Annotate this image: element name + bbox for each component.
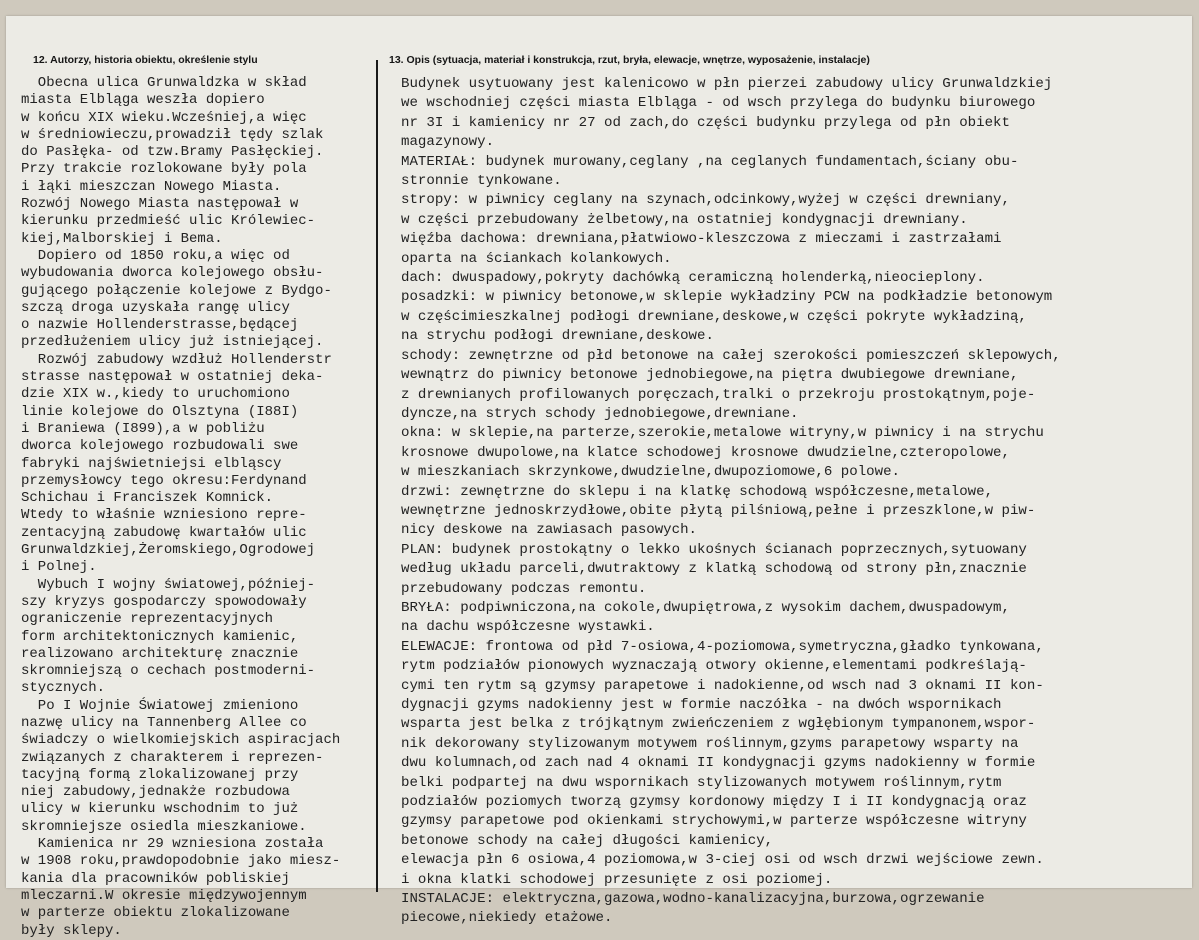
text-line: belki podpartej na dwu wspornikach stylizowanych motywem roślinnym,rytm (401, 774, 1002, 791)
text-line: form architektonicznych kamienic, (21, 628, 299, 645)
text-line: kiej,Malborskiej i Bema. (21, 230, 223, 247)
text-line: w końcu XIX wieku.Wcześniej,a więc (21, 109, 307, 126)
text-line: w 1908 roku,prawdopodobnie jako miesz- (21, 853, 341, 870)
text-line: przedłużeniem ulicy już istniejącej. (21, 334, 324, 351)
text-line: INSTALACJE: elektryczna,gazowa,wodno-kanalizacyjna,burzowa,ogrzewanie (401, 891, 985, 908)
text-line: gującego połączenie kolejowe z Bydgo- (21, 282, 332, 299)
text-line: posadzki: w piwnicy betonowe,w sklepie wykładziny PCW na podkładzie betonowym (401, 289, 1053, 306)
text-line: więźba dachowa: drewniana,płatwiowo-kleszczowa z mieczami i zastrzałami (401, 231, 1002, 248)
text-line: stropy: w piwnicy ceglany na szynach,odcinkowy,wyżej w części drewniany, (401, 192, 1010, 209)
text-line: wybudowania dworca kolejowego obsłu- (21, 265, 324, 282)
text-line: dwu kolumnach,od zach nad 4 oknami II kondygnacji gzyms nadokienny w formie (401, 755, 1036, 772)
text-line: Schichau i Franciszek Komnick. (21, 490, 274, 507)
text-line: kierunku przedmieść ulic Królewiec- (21, 213, 316, 230)
section-13-heading: 13. Opis (sytuacja, materiał i konstrukcja, rzut, bryła, elewacje, wnętrze, wyposażenie, instalacje) (389, 54, 870, 66)
text-line: magazynowy. (401, 134, 495, 151)
text-line: krosnowe dwupolowe,na klatce schodowej krosnowe dwudzielne,czteropolowe, (401, 444, 1010, 461)
text-line: szczą droga uzyskała rangę ulicy (21, 299, 290, 316)
text-line: związanych z charakterem i reprezen- (21, 749, 324, 766)
text-line: i łąki mieszczan Nowego Miasta. (21, 178, 282, 195)
text-line: stronnie tynkowane. (401, 173, 562, 190)
text-line: i Braniewa (I899),a w pobliżu (21, 420, 265, 437)
text-line: dworca kolejowego rozbudowali swe (21, 438, 299, 455)
text-line: miasta Elbląga weszła dopiero (21, 92, 265, 109)
text-line: elewacja płn 6 osiowa,4 poziomowa,w 3-ciej osi od wsch drzwi wejściowe zewn. (401, 852, 1044, 869)
text-line: Po I Wojnie Światowej zmieniono (21, 697, 299, 714)
text-line: ELEWACJE: frontowa od płd 7-osiowa,4-poziomowa,symetryczna,gładko tynkowana, (401, 638, 1044, 655)
text-line: Wybuch I wojny światowej,później- (21, 576, 316, 593)
text-line: kania dla pracowników pobliskiej (21, 870, 290, 887)
text-line: szy kryzys gospodarczy spowodowały (21, 593, 307, 610)
text-line: Rozwój Nowego Miasta następował w (21, 196, 299, 213)
text-line: zentacyjną zabudowę kwartałów ulic (21, 524, 307, 541)
text-line: przebudowany podczas remontu. (401, 580, 647, 597)
text-line: schody: zewnętrzne od płd betonowe na całej szerokości pomieszczeń sklepowych, (401, 347, 1061, 364)
text-line: były sklepy. (21, 922, 122, 939)
text-line: na strychu podłogi drewniane,deskowe. (401, 328, 714, 345)
text-line: do Pasłęka- od tzw.Bramy Pasłęckiej. (21, 144, 324, 161)
text-line: skromniejszą o cechach postmoderni- (21, 663, 316, 680)
text-line: cymi ten rytm są gzymsy parapetowe i nadokienne,od wsch nad 3 oknami II kon- (401, 677, 1044, 694)
text-line: stycznych. (21, 680, 106, 697)
text-line: Obecna ulica Grunwaldzka w skład (21, 75, 307, 91)
text-line: MATERIAŁ: budynek murowany,ceglany ,na ceglanych fundamentach,ściany obu- (401, 153, 1019, 170)
text-line: o nazwie Hollenderstrasse,będącej (21, 317, 299, 334)
text-line: mleczarni.W okresie międzywojennym (21, 887, 307, 904)
text-line: piecowe,niekiedy etażowe. (401, 910, 613, 927)
text-line: gzymsy parapetowe pod okienkami strychowymi,w parterze współczesne witryny (401, 813, 1027, 830)
text-line: Budynek usytuowany jest kalenicowo w płn pierzei zabudowy ulicy Grunwaldzkiej (401, 76, 1053, 92)
text-line: nr 3I i kamienicy nr 27 od zach,do części budynku przylega od płn obiekt (401, 114, 1010, 131)
text-line: we wschodniej części miasta Elbląga - od wsch przylega do budynku biurowego (401, 95, 1036, 112)
text-line: podziałów poziomych tworzą gzymsy kordonowy między I i II kondygnacją oraz (401, 794, 1027, 811)
text-line: w mieszkaniach skrzynkowe,dwudzielne,dwupoziomowe,6 polowe. (401, 464, 900, 481)
text-line: świadczy o wielkomiejskich aspiracjach (21, 732, 341, 749)
history-text-column (21, 75, 340, 940)
text-line: PLAN: budynek prostokątny o lekko ukośnych ścianach poprzecznych,sytuowany (401, 541, 1027, 558)
text-line: Grunwaldzkiej,Żeromskiego,Ogrodowej (21, 542, 316, 559)
text-line: dygnacji gzyms nadokienny jest w formie naczółka - na dwóch wspornikach (401, 697, 1002, 713)
text-line: przemysłowcy tego okresu:Ferdynand (21, 472, 307, 489)
text-line: strasse następował w ostatniej deka- (21, 369, 324, 386)
text-line: Dopiero od 1850 roku,a więc od (21, 247, 290, 264)
text-line: dach: dwuspadowy,pokryty dachówką ceramiczną holenderką,nieocieplony. (401, 270, 985, 287)
text-line: tacyjną formą zlokalizowanej przy (21, 766, 299, 783)
text-line: i okna klatki schodowej przesunięte z osi poziomej. (401, 871, 833, 888)
text-line: drzwi: zewnętrzne do sklepu i na klatkę schodową współczesne,metalowe, (401, 483, 994, 500)
text-line: wewnątrz do piwnicy betonowe jednobiegowe,na piętra dwubiegowe drewniane, (401, 367, 1019, 384)
text-line: Wtedy to właśnie wzniesiono repre- (21, 507, 307, 524)
text-line: nik dekorowany stylizowanym motywem roślinnym,gzyms parapetowy wsparty na (401, 735, 1019, 752)
text-line: Przy trakcie rozlokowane były pola (21, 161, 307, 178)
text-line: dyncze,na strych schody jednobiegowe,drewniane. (401, 405, 799, 422)
text-line: w częścimieszkalnej podłogi drewniane,deskowe,w części pokryte wykładziną, (401, 308, 1027, 325)
text-line: ulicy w kierunku wschodnim to już (21, 801, 299, 818)
text-line: Rozwój zabudowy wzdłuż Hollenderstr (21, 351, 332, 368)
column-divider (376, 60, 378, 892)
text-line: w średniowieczu,prowadził tędy szlak (21, 126, 324, 143)
text-line: fabryki najświetniejsi elbląscy (21, 455, 282, 472)
text-line: w parterze obiektu zlokalizowane (21, 905, 290, 922)
section-12-heading: 12. Autorzy, historia obiektu, określenie stylu (33, 54, 258, 66)
description-text-column (401, 75, 1061, 929)
text-line: dzie XIX w.,kiedy to uruchomiono (21, 386, 290, 403)
text-line: w części przebudowany żelbetowy,na ostatniej kondygnacji drewniany. (401, 211, 968, 228)
text-line: okna: w sklepie,na parterze,szerokie,metalowe witryny,w piwnicy i na strychu (401, 425, 1044, 442)
text-line: realizowano architekturę znacznie (21, 645, 299, 662)
text-line: BRYŁA: podpiwniczona,na cokole,dwupiętrowa,z wysokim dachem,dwuspadowym, (401, 599, 1010, 616)
text-line: linie kolejowe do Olsztyna (I88I) (21, 403, 299, 420)
text-line: betonowe schody na całej długości kamienicy, (401, 832, 774, 849)
text-line: Kamienica nr 29 wzniesiona została (21, 836, 324, 853)
text-line: według układu parceli,dwutraktowy z klatką schodową od strony płn,znacznie (401, 561, 1027, 578)
text-line: wsparta jest belka z trójkątnym zwieńczeniem z wgłębionym tympanonem,wspor- (401, 716, 1036, 733)
text-line: z drewnianych profilowanych poręczach,tralki o przekroju prostokątnym,poje- (401, 386, 1036, 403)
text-line: niej zabudowy,jednakże rozbudowa (21, 784, 290, 801)
text-line: na dachu współczesne wystawki. (401, 619, 655, 636)
text-line: skromniejsze osiedla mieszkaniowe. (21, 818, 307, 835)
text-line: ograniczenie reprezentacyjnych (21, 611, 274, 628)
text-line: oparta na ściankach kolankowych. (401, 250, 672, 267)
text-line: nazwę ulicy na Tannenberg Allee co (21, 714, 307, 731)
text-line: rytm podziałów pionowych wyznaczają otwory okienne,elementami podkreślają- (401, 658, 1027, 675)
text-line: nicy deskowe na zawiasach pasowych. (401, 522, 698, 539)
text-line: wewnętrzne jednoskrzydłowe,obite płytą pilśniową,pełne i przeszklone,w piw- (401, 502, 1036, 519)
text-line: i Polnej. (21, 559, 97, 576)
